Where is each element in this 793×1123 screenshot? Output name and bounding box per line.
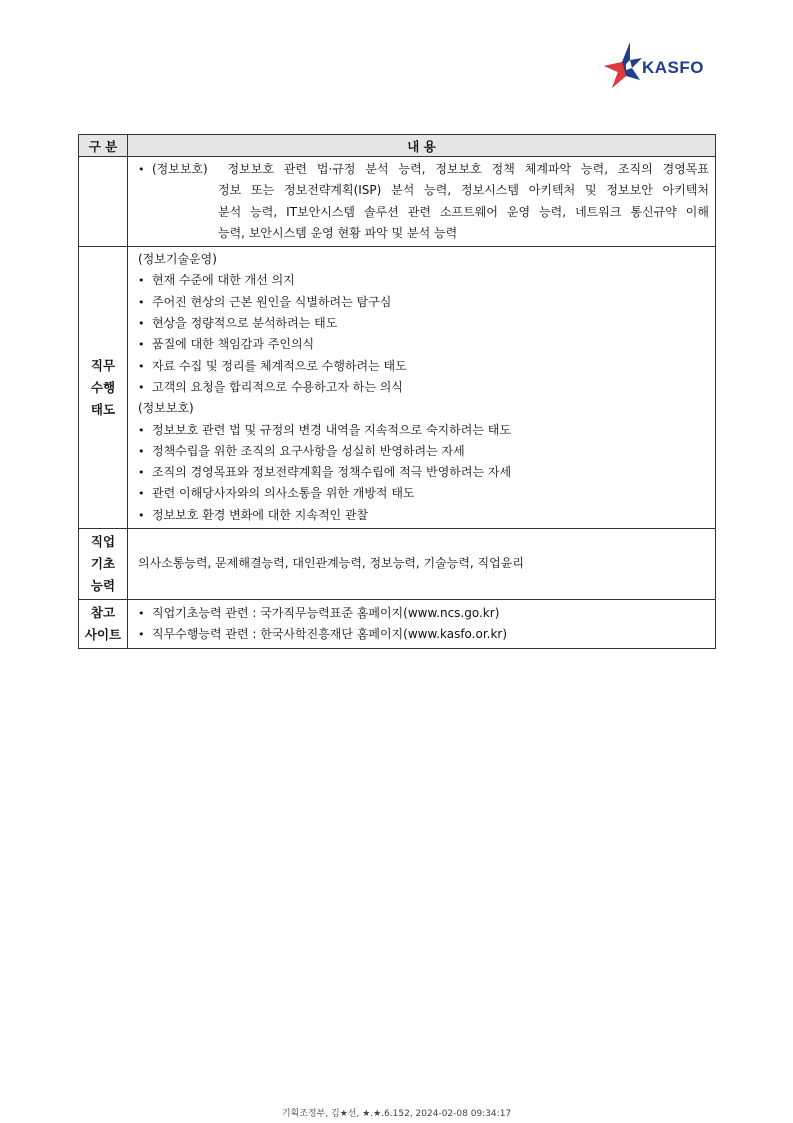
list-item: • 정보보호 관련 법 및 규정의 변경 내역을 지속적으로 숙지하려는 태도: [138, 420, 709, 441]
header-category: 구 분: [79, 135, 128, 157]
reference-item: • 직업기초능력 관련 : 국가직무능력표준 홈페이지(www.ncs.go.kr): [138, 603, 709, 624]
reference-content-cell: [128, 600, 716, 649]
list-item: • 자료 수집 및 정리를 체계적으로 수행하려는 태도: [138, 356, 709, 377]
page-footer: 기획조정부, 김★선, ★.★.6.152, 2024-02-08 09:34:17: [281, 1109, 512, 1119]
basic-content: 의사소통능력, 문제해결능력, 대인관계능력, 정보능력, 기술능력, 직업윤리: [138, 556, 524, 571]
knowledge-content-cell: [128, 157, 716, 247]
list-item: • 현재 수준에 대한 개선 의지: [138, 270, 709, 291]
list-item: • 조직의 경영목표와 정보전략계획을 정책수립에 적극 반영하려는 자세: [138, 462, 709, 483]
list-item: • 관련 이해당사자와의 의사소통을 위한 개방적 태도: [138, 483, 709, 504]
knowledge-line-3: 분석 능력, IT보안시스템 솔루션 관련 소프트웨어 운영 능력, 네트워크 통신규약 이해: [218, 204, 709, 219]
list-item: • 고객의 요청을 합리적으로 수용하고자 하는 의식: [138, 377, 709, 398]
list-item: • 주어진 현상의 근본 원인을 식별하려는 탐구심: [138, 292, 709, 313]
list-item: • 품질에 대한 책임감과 주인의식: [138, 334, 709, 355]
reference-item: • 직무수행능력 관련 : 한국사학진흥재단 홈페이지(www.kasfo.or.kr): [138, 624, 709, 645]
basic-content-cell: [128, 529, 716, 600]
table-header-row: [79, 135, 716, 157]
knowledge-line-4: 능력, 보안시스템 운영 현황 파악 및 분석 능력: [218, 225, 458, 240]
reference-row: [79, 600, 716, 649]
attitude-row: [79, 247, 716, 529]
basic-ability-row: [79, 529, 716, 600]
knowledge-continued-row: [79, 157, 716, 247]
basic-category-cell: 직업 기초 능력: [79, 529, 128, 600]
attitude-group2-title: (정보보호): [138, 401, 194, 416]
competency-table: [78, 134, 716, 649]
logo-text: KASFO: [642, 58, 704, 77]
header-content: 내 용: [128, 135, 716, 157]
star-logo-icon: [600, 40, 644, 90]
list-item: • 정책수립을 위한 조직의 요구사항을 성실히 반영하려는 자세: [138, 441, 709, 462]
reference-category-cell: 참고 사이트: [79, 600, 128, 649]
attitude-category-cell: 직무 수행 태도: [79, 247, 128, 529]
kasfo-logo: [600, 40, 720, 90]
knowledge-line-2: 정보 또는 정보전략계획(ISP) 분석 능력, 정보시스템 아키텍처 및 정보보안 아키텍처: [218, 183, 709, 198]
knowledge-line-1: • (정보보호) 정보보호 관련 법·규정 분석 능력, 정보보호 정책 체계파악 능력, 조직의 경영목표: [138, 159, 709, 180]
list-item: • 현상을 정량적으로 분석하려는 태도: [138, 313, 709, 334]
attitude-content-cell: [128, 247, 716, 529]
attitude-group1-title: (정보기술운영): [138, 252, 217, 267]
knowledge-label: (정보보호): [152, 162, 208, 176]
knowledge-category-cell: [79, 157, 128, 247]
list-item: • 정보보호 환경 변화에 대한 지속적인 관찰: [138, 505, 709, 526]
